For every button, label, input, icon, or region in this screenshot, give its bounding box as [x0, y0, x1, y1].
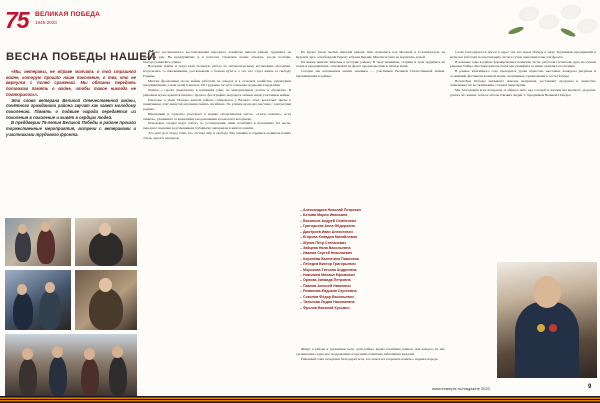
- group-photo: [5, 334, 137, 396]
- veteran-name: – Соколов Фёдор Васильевич: [300, 295, 445, 300]
- article-title: ВЕСНА ПОБЕДЫ НАШЕЙ: [6, 51, 156, 63]
- veteran-name: – Павлов Алексей Иванович: [300, 284, 445, 289]
- anniversary-years: 1945-2020: [35, 20, 57, 25]
- article-column-2: [296, 50, 445, 208]
- veteran-name: – Егорова Клавдия Михайловна: [300, 235, 445, 240]
- veteran-photo: [75, 270, 137, 330]
- veteran-name: – Жуков Пётр Степанович: [300, 241, 445, 246]
- article-column-1: [143, 50, 291, 394]
- veteran-name: – Романова Евдокия Сергеевна: [300, 289, 445, 294]
- article-column-3: [450, 50, 596, 260]
- body-paragraph: Сегодня мы вспоминаем наших земляков — участников Великой Отечественной войны, проживающих в районе:: [296, 69, 445, 78]
- body-paragraph: Память о героях увековечена в названиях улиц, на мемориальных досках и обелисках. В районном музее хранятся письма с фронта, фотографии, награды и личные вещи участников войны.: [143, 88, 291, 97]
- article-column-2-continued: [296, 347, 445, 393]
- st-george-ribbon: [0, 396, 600, 403]
- lede-paragraph: В преддверии 75-летия Великой Победы в районе прошли торжественные мероприятия, встречи с ветеранами и участниками трудового фронта.: [6, 120, 136, 137]
- veteran-portrait-photo: [75, 218, 137, 266]
- veteran-name: – Королёва Валентина Павловна: [300, 257, 445, 262]
- body-paragraph: Это наш долг перед теми, кто отстоял мир и свободу. Мы помним и гордимся подвигом наших отцов, дедов и прадедов.: [143, 130, 291, 140]
- veteran-name: – Морозова Татьяна Андреевна: [300, 268, 445, 273]
- decorated-veteran-photo: [497, 262, 597, 378]
- body-paragraph: Мы благодарим всех ветеранов за мирное небо над головой и желаем им крепкого здоровья, долгих лет жизни, тепла и заботы близких людей. С праздником Великой Победы!: [450, 88, 596, 97]
- body-paragraph: Многие фронтовики после войны работали на заводах и в сельском хозяйстве, руководили предприятиями, учили детей в школах. Их трудовые заслуги отмечены орденами и медалями.: [143, 78, 291, 88]
- veteran-name: – Зайцева Нина Васильевна: [300, 246, 445, 251]
- veteran-name: – Васильев Андрей Семёнович: [300, 219, 445, 224]
- body-paragraph: В годы послевоенного восстановления народного хозяйства жители района трудились не покладая рук. На предприятиях и в колхозах строились новые объекты, росли посёлки, благоустраивались улицы.: [143, 50, 291, 64]
- body-paragraph: Слова благодарности звучат в адрес тех, кто ковал Победу в тылу. Труженики предприятий и колхозов работали по шестнадцать часов в сутки, выполняя план для фронта.: [450, 50, 596, 59]
- lede-paragraph: «Мы, ветераны, не вправе молчать о той страшной войне, которую прошло наше поколение, о тех, кто не вернулся с полей сражений. Мы обязаны передать потомкам память о войне, чтобы такое никогда не повторилось».: [6, 69, 136, 97]
- veteran-name: – Александров Николай Петрович: [300, 208, 445, 213]
- lede-paragraph: Эти слова ветерана Великой Отечественной войны, почётного гражданина района звучат как завет молодому поколению. Память о подвиге народа передаётся из поколения в поколение и живёт в сердцах людей.: [6, 97, 136, 120]
- body-paragraph: На фронт ушли тысячи жителей района. Они сражались под Москвой и Сталинградом, на Курской дуге, освобождали Европу и брали Берлин. Многие из них не вернулись домой.: [296, 50, 445, 59]
- page-number: 9: [588, 384, 592, 390]
- veteran-name: – Белова Мария Ивановна: [300, 213, 445, 218]
- veteran-name: – Иванов Сергей Николаевич: [300, 251, 445, 256]
- body-paragraph: Ежегодно в День Победы жители района собираются у Вечного огня, возлагают цветы к памятникам, чтят минутой молчания память погибших. По улицам проходит шествие с портретами родных.: [143, 97, 291, 111]
- article-lede: [6, 69, 136, 137]
- veteran-name: – Лебедев Виктор Григорьевич: [300, 262, 445, 267]
- veteran-name: – Тихонова Лидия Николаевна: [300, 300, 445, 305]
- veteran-name: – Фролов Василий Кузьмич: [300, 306, 445, 311]
- veteran-name: – Орлова Зинаида Петровна: [300, 278, 445, 283]
- veterans-list: [300, 208, 445, 311]
- body-paragraph: Их имена навечно вписаны в историю района. В тылу женщины, старики и дети трудились на полях и предприятиях, отправляли на фронт продовольствие и тёплые вещи.: [296, 59, 445, 69]
- body-paragraph: Живут в районе и труженики тыла, дети войны, вдовы погибших воинов. Для каждого из них организовано адресное поздравление и вручение памятных юбилейных медалей.: [296, 347, 445, 356]
- body-paragraph: В рамках юбилейного года проводятся уроки мужества, выставки, конкурсы рисунков и сочинений, фестивали военной песни, спортивные соревнования в честь Победы.: [450, 69, 596, 78]
- veteran-name: – Григорьева Анна Фёдоровна: [300, 224, 445, 229]
- anniversary-title: ВЕЛИКАЯ ПОБЕДА: [35, 11, 101, 18]
- white-flowers-decoration: [500, 2, 598, 40]
- veterans-photo: [5, 218, 71, 266]
- officials-photo: [5, 270, 71, 330]
- body-paragraph: Поисковые отряды ведут работу по установлению имён погибших и пропавших без вести, передают сведения родственникам, публикуют материалы в книгах памяти.: [143, 121, 291, 130]
- body-paragraph: Волонтёры Победы оказывают помощь ветеранам, доставляют продукты и лекарства, записывают их воспоминания, создают видеоархив.: [450, 78, 596, 88]
- body-paragraph: Районный совет ветеранов благодарит всех, кто помогает сохранять память о подвиге народа.: [301, 356, 439, 361]
- footer-credit: www.example.ru/magazine 2020: [432, 386, 490, 391]
- veteran-name: – Николаев Михаил Ефимович: [300, 273, 445, 278]
- body-paragraph: В военные годы в районе формировались воинские части, работали госпитали, куда поступали раненые бойцы. Местные жители помогали ухаживать за ними, делились последним.: [450, 59, 596, 69]
- anniversary-number: 75: [5, 7, 29, 33]
- veteran-name: – Дмитриев Иван Алексеевич: [300, 230, 445, 235]
- body-paragraph: Школьники и студенты участвуют в акциях «Георгиевская лента», «Свеча памяти», «Сад памяти», ухаживают за воинскими захоронениями и помогают ветеранам.: [143, 111, 291, 121]
- body-paragraph: Ветераны войны и труда вели большую работу по патриотическому воспитанию молодёжи, встречались со школьниками, рассказывали о боевом пути и о тех, кто отдал жизнь за свободу Родины.: [143, 64, 291, 78]
- anniversary-logo: [5, 7, 155, 35]
